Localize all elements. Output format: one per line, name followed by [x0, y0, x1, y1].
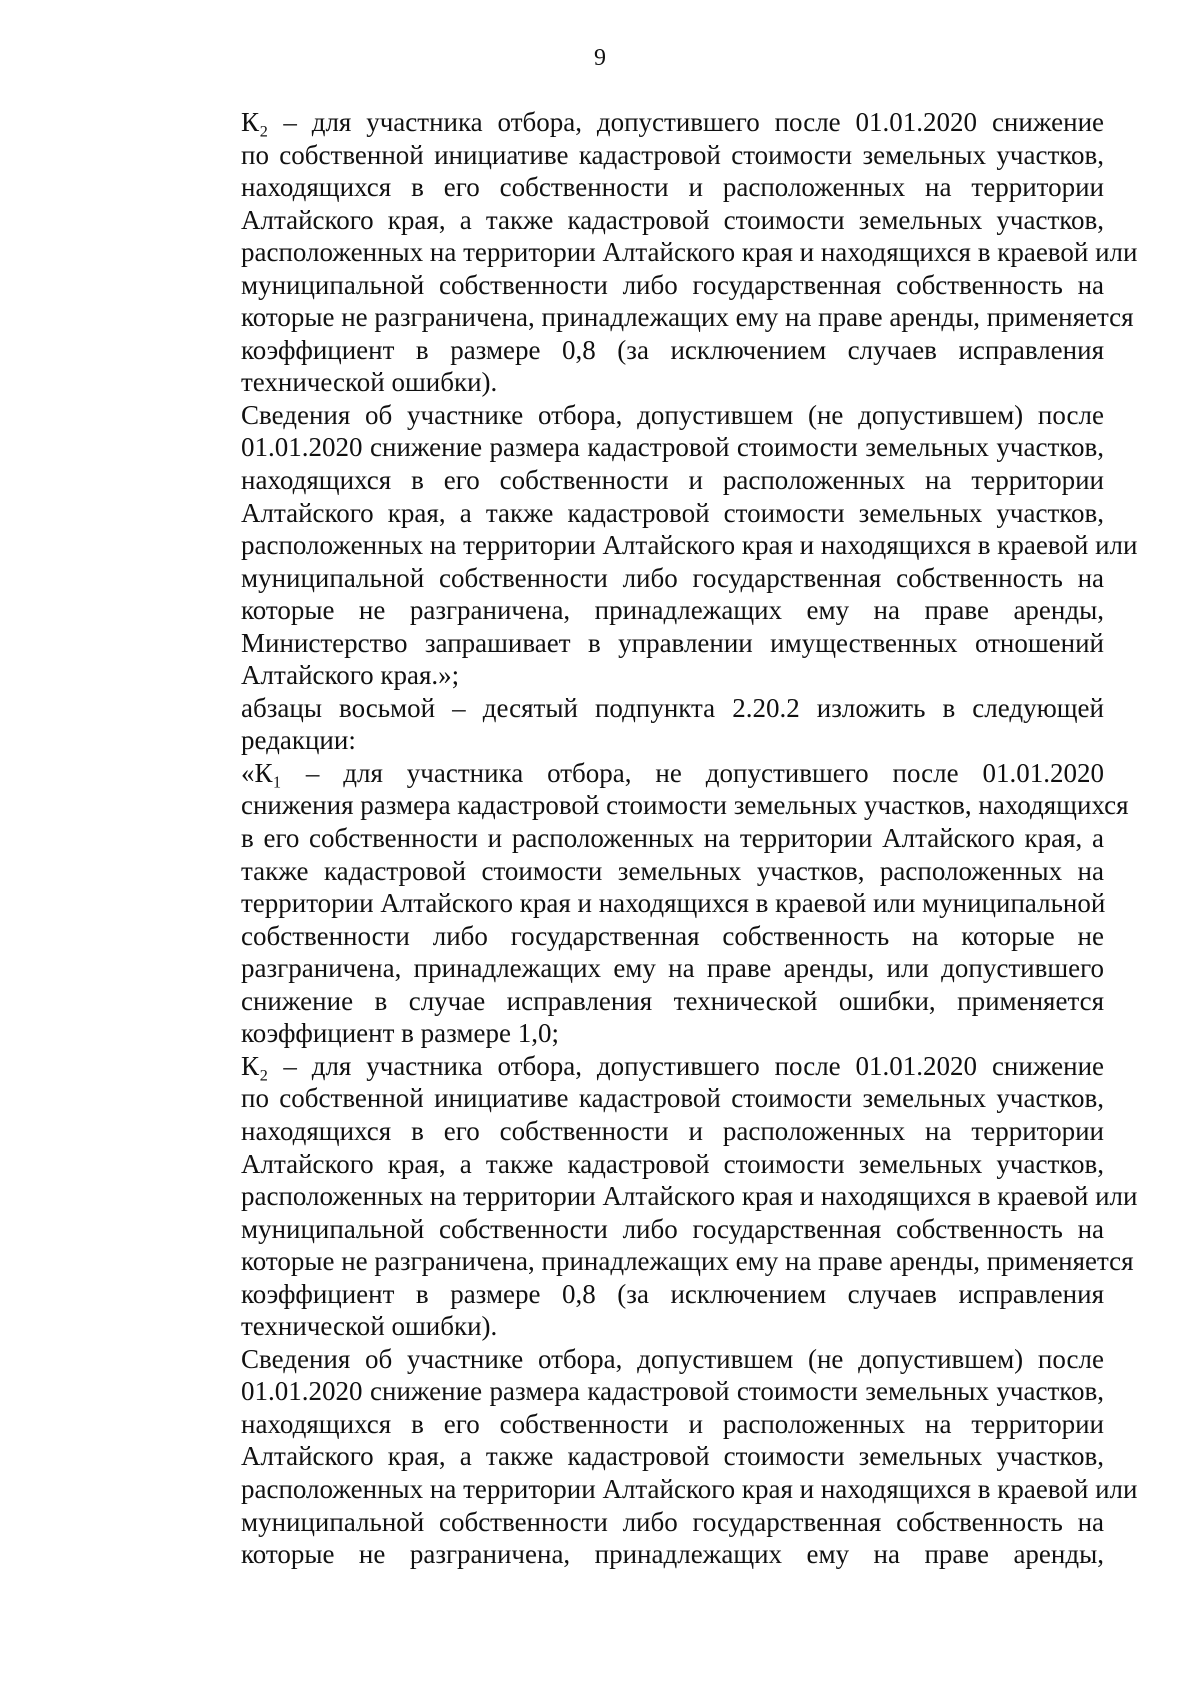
- text-line: 01.01.2020 снижение размера кадастровой стоимости земельных участков,: [241, 432, 1104, 463]
- text-line: муниципальной собственности либо государственная собственность на: [241, 269, 1104, 300]
- text-line: муниципальной собственности либо государственная собственность на: [241, 1506, 1104, 1537]
- text-line: Сведения об участнике отбора, допустившем (не допустившем) после: [241, 399, 1104, 430]
- text-line: в его собственности и расположенных на территории Алтайского края, а: [241, 823, 1104, 854]
- text-line: редакции:: [241, 725, 356, 756]
- text-line: Алтайского края.»;: [241, 660, 460, 691]
- paragraph: [168, 399, 1138, 692]
- page-number: 9: [594, 45, 606, 71]
- text-line: коэффициент в размере 1,0;: [241, 1018, 559, 1049]
- text-line: находящихся в его собственности и расположенных на территории: [241, 172, 1104, 203]
- text-line: собственности либо государственная собственность на которые не: [241, 920, 1104, 951]
- text-line: муниципальной собственности либо государственная собственность на: [241, 1213, 1104, 1244]
- text-line: расположенных на территории Алтайского края и находящихся в краевой или: [241, 1181, 1138, 1212]
- text-line: муниципальной собственности либо государственная собственность на: [241, 562, 1104, 593]
- text-line: К₂ – для участника отбора, допустившего после 01.01.2020 снижение: [241, 107, 1104, 137]
- text-line: снижения размера кадастровой стоимости земельных участков, находящихся: [241, 790, 1129, 821]
- text-line: расположенных на территории Алтайского края и находящихся в краевой или: [241, 1473, 1138, 1504]
- paragraph: [168, 692, 1104, 757]
- text-line: 01.01.2020 снижение размера кадастровой стоимости земельных участков,: [241, 1376, 1104, 1407]
- text-line: Алтайского края, а также кадастровой стоимости земельных участков,: [241, 1148, 1104, 1179]
- text-line: технической ошибки).: [241, 367, 498, 398]
- text-line: которые не разграничена, принадлежащих ему на праве аренды,: [241, 1539, 1104, 1570]
- text-line: Алтайского края, а также кадастровой стоимости земельных участков,: [241, 497, 1104, 528]
- text-line: находящихся в его собственности и расположенных на территории: [241, 465, 1104, 496]
- text-line: по собственной инициативе кадастровой стоимости земельных участков,: [241, 1083, 1104, 1114]
- text-line: абзацы восьмой – десятый подпункта 2.20.2 изложить в следующей: [241, 692, 1104, 723]
- text-line: Сведения об участнике отбора, допустившем (не допустившем) после: [241, 1343, 1104, 1374]
- text-line: находящихся в его собственности и расположенных на территории: [241, 1408, 1104, 1439]
- text-line: по собственной инициативе кадастровой стоимости земельных участков,: [241, 139, 1104, 170]
- text-line: коэффициент в размере 0,8 (за исключением случаев исправления: [241, 1278, 1104, 1309]
- text-line: К₂ – для участника отбора, допустившего после 01.01.2020 снижение: [241, 1050, 1104, 1081]
- text-line: которые не разграничена, принадлежащих ему на праве аренды, применяется: [241, 1246, 1134, 1277]
- text-line: разграничена, принадлежащих ему на праве аренды, или допустившего: [241, 953, 1104, 984]
- text-line: Алтайского края, а также кадастровой стоимости земельных участков,: [241, 204, 1104, 235]
- document-body: [168, 106, 1138, 1571]
- paragraph: [168, 106, 1138, 399]
- text-line: которые не разграничена, принадлежащих ему на праве аренды, применяется: [241, 302, 1134, 333]
- text-line: которые не разграничена, принадлежащих ему на праве аренды,: [241, 595, 1104, 626]
- paragraph: [168, 1050, 1138, 1343]
- text-line: территории Алтайского края и находящихся в краевой или муниципальной: [241, 888, 1106, 919]
- text-line: расположенных на территории Алтайского края и находящихся в краевой или: [241, 530, 1138, 561]
- paragraph: [168, 757, 1129, 1050]
- text-line: технической ошибки).: [241, 1311, 498, 1342]
- text-line: снижение в случае исправления технической ошибки, применяется: [241, 985, 1104, 1016]
- text-line: также кадастровой стоимости земельных участков, расположенных на: [241, 855, 1104, 886]
- text-line: расположенных на территории Алтайского края и находящихся в краевой или: [241, 237, 1138, 268]
- text-line: Алтайского края, а также кадастровой стоимости земельных участков,: [241, 1441, 1104, 1472]
- text-line: Министерство запрашивает в управлении имущественных отношений: [241, 627, 1104, 658]
- text-line: находящихся в его собственности и расположенных на территории: [241, 1115, 1104, 1146]
- text-line: «К₁ – для участника отбора, не допустившего после 01.01.2020: [241, 757, 1104, 788]
- text-line: коэффициент в размере 0,8 (за исключением случаев исправления: [241, 334, 1104, 365]
- paragraph: [168, 1343, 1138, 1571]
